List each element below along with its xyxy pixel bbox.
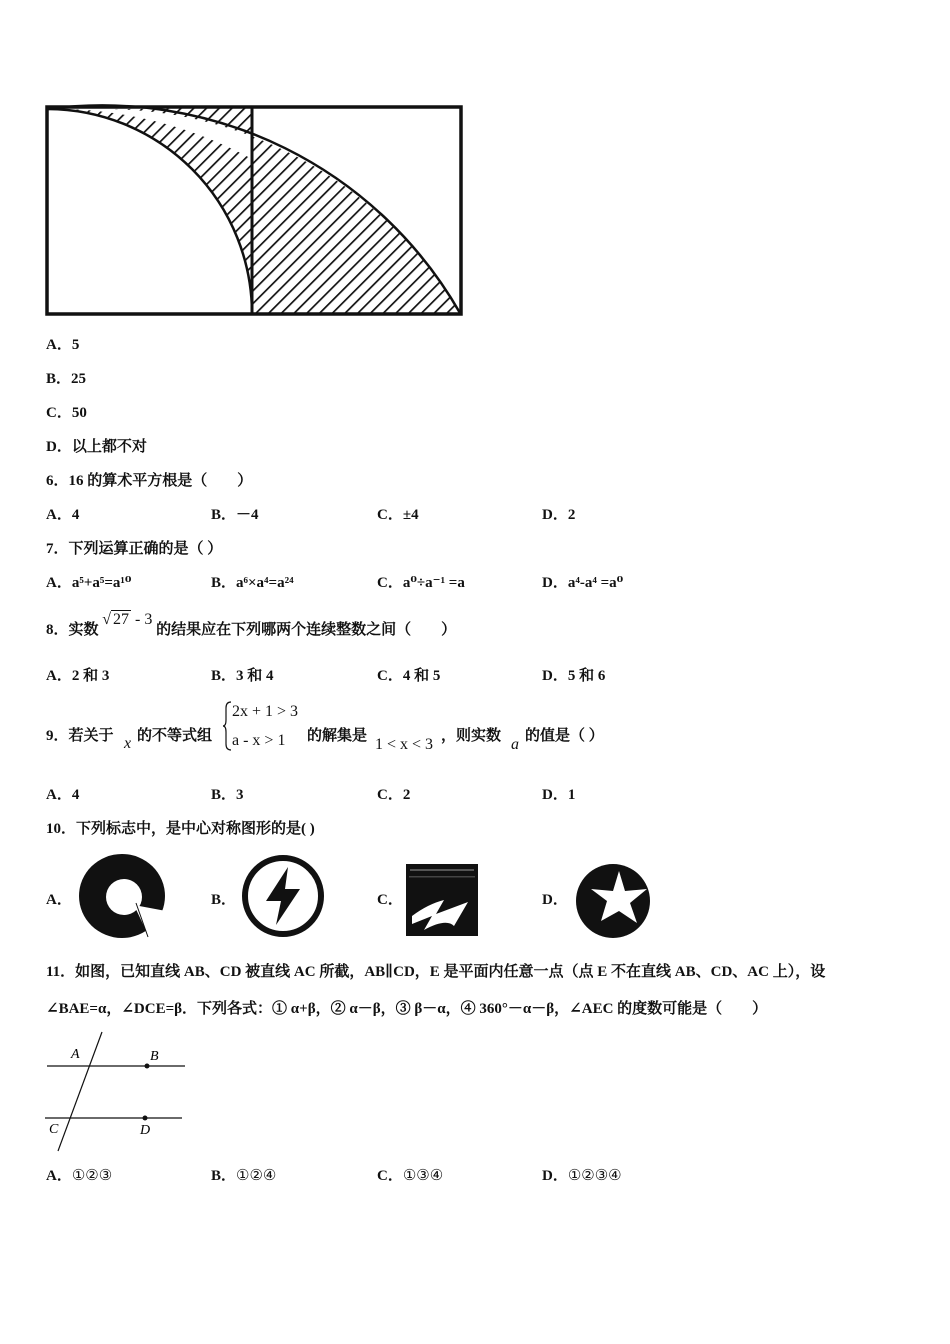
q5-option-d[interactable]: D．以上都不对 bbox=[46, 439, 147, 455]
q9-option-c[interactable]: C．2 bbox=[377, 787, 411, 803]
q5-option-b[interactable]: B．25 bbox=[46, 371, 87, 387]
q9-option-b[interactable]: B．3 bbox=[211, 787, 244, 803]
q9-solution: 1 < x < 3 bbox=[375, 736, 434, 753]
q9-option-d[interactable]: D．1 bbox=[542, 787, 576, 803]
q9-var-a: a bbox=[511, 736, 519, 753]
q11-figure bbox=[44, 1030, 190, 1156]
q6-option-b[interactable]: B．－4 bbox=[211, 507, 259, 523]
q9-inequality-2: a - x > 1 bbox=[232, 732, 286, 749]
q9-option-a[interactable]: A．4 bbox=[46, 787, 80, 803]
q6-option-a[interactable]: A．4 bbox=[46, 507, 80, 523]
label-c: C bbox=[49, 1122, 59, 1137]
label-a: A bbox=[71, 1047, 80, 1062]
q11-option-a[interactable]: A．①②③ bbox=[46, 1168, 113, 1184]
q8-expression: √ 27 - 3 bbox=[102, 611, 153, 628]
q8-option-a[interactable]: A．2 和 3 bbox=[46, 668, 110, 684]
label-d: D bbox=[140, 1123, 151, 1138]
q5-figure bbox=[44, 104, 464, 318]
logo-c-wave-icon[interactable] bbox=[406, 864, 478, 936]
q7-option-a[interactable]: A．a⁵+a⁵=a¹⁰ bbox=[46, 575, 132, 591]
q9-tail1: ，则实数 bbox=[441, 728, 502, 744]
q10-option-b-label[interactable]: B． bbox=[211, 892, 237, 908]
logo-a-ring-icon[interactable] bbox=[78, 853, 168, 939]
point-b bbox=[145, 1064, 150, 1069]
q7-option-b[interactable]: B．a⁶×a⁴=a²⁴ bbox=[211, 575, 294, 591]
q9-tail2: 的值是（ ） bbox=[525, 728, 604, 744]
q11-option-d[interactable]: D．①②③④ bbox=[542, 1168, 622, 1184]
q10-option-c-label[interactable]: C． bbox=[377, 892, 403, 908]
q10-option-a-label[interactable]: A． bbox=[46, 892, 72, 908]
q7-option-c[interactable]: C．a⁰÷a⁻¹ =a bbox=[377, 575, 465, 591]
q11-stem-line1: 11．如图，已知直线 AB、CD 被直线 AC 所截，AB∥CD，E 是平面内任意一点（点 E 不在直线 AB、CD、AC 上），设 bbox=[46, 964, 826, 980]
q7-option-d[interactable]: D．a⁴-a⁴ =a⁰ bbox=[542, 575, 624, 591]
q9-solution-label: 的解集是 bbox=[307, 728, 368, 744]
q9-prefix: 9．若关于 bbox=[46, 728, 114, 744]
label-b: B bbox=[150, 1049, 159, 1064]
q9-mid: 的不等式组 bbox=[137, 728, 213, 744]
logo-b-lightning-icon[interactable] bbox=[242, 855, 324, 937]
q9-inequality-1: 2x + 1 > 3 bbox=[232, 703, 299, 720]
q5-option-c[interactable]: C．50 bbox=[46, 405, 87, 421]
q8-option-c[interactable]: C．4 和 5 bbox=[377, 668, 441, 684]
q6-option-d[interactable]: D．2 bbox=[542, 507, 576, 523]
point-d bbox=[143, 1116, 148, 1121]
hatched-region-left bbox=[48, 109, 252, 313]
q9-brace bbox=[222, 700, 232, 752]
q8-option-d[interactable]: D．5 和 6 bbox=[542, 668, 606, 684]
line-ac bbox=[58, 1032, 102, 1151]
small-arc bbox=[48, 109, 252, 313]
q5-option-a[interactable]: A．5 bbox=[46, 337, 80, 353]
q8-option-b[interactable]: B．3 和 4 bbox=[211, 668, 274, 684]
q8-stem: 8．实数 √ 27 - 3 的结果应在下列哪两个连续整数之间（ ） bbox=[46, 611, 457, 638]
q7-stem: 7．下列运算正确的是（ ） bbox=[46, 541, 223, 557]
q11-option-c[interactable]: C．①③④ bbox=[377, 1168, 444, 1184]
q6-stem: 6．16 的算术平方根是（ ） bbox=[46, 473, 253, 489]
q11-option-b[interactable]: B．①②④ bbox=[211, 1168, 277, 1184]
q11-stem-line2: ∠BAE=α，∠DCE=β．下列各式：① α+β，② α－β，③ β－α，④ 360°－α－β，∠AEC 的度数可能是（ ） bbox=[46, 1001, 768, 1017]
q10-stem: 10．下列标志中，是中心对称图形的是( ) bbox=[46, 821, 315, 837]
q9-var-x: x bbox=[124, 735, 132, 752]
logo-d-star-icon[interactable] bbox=[575, 863, 651, 939]
q6-option-c[interactable]: C．±4 bbox=[377, 507, 419, 523]
q10-option-d-label[interactable]: D． bbox=[542, 892, 568, 908]
